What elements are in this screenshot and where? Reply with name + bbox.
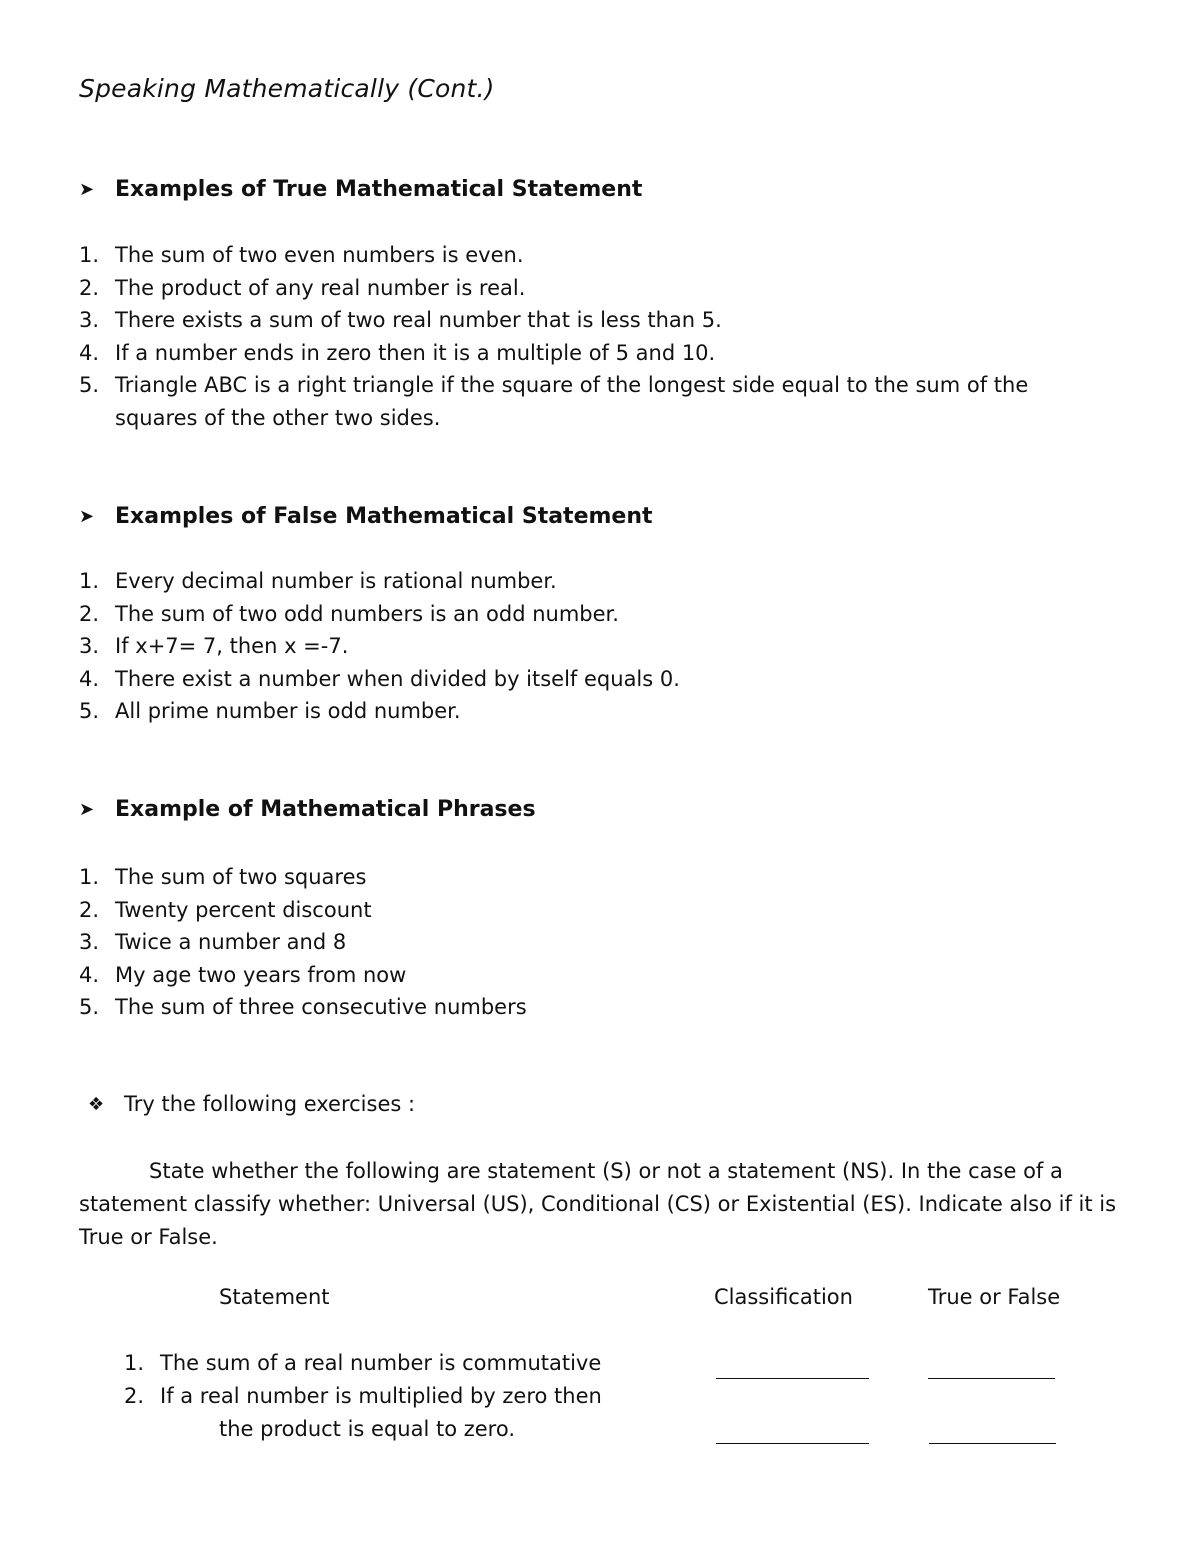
column-header-statement: Statement	[219, 1285, 330, 1309]
list-item: 3. Twice a number and 8	[79, 930, 347, 955]
column-header-classification: Classification	[714, 1285, 853, 1309]
arrowhead-bullet-icon: ➤	[79, 799, 95, 820]
arrowhead-bullet-icon: ➤	[79, 506, 95, 527]
list-item: 3. If x+7= 7, then x =-7.	[79, 634, 349, 659]
classification-answer-blank[interactable]	[716, 1443, 869, 1444]
true-statements-list	[79, 239, 1115, 435]
heading-text: Examples of False Mathematical Statement	[115, 504, 653, 529]
true-false-answer-blank[interactable]	[929, 1443, 1056, 1444]
list-item: 4. There exist a number when divided by itself equals 0.	[79, 666, 680, 691]
list-item: 1. Every decimal number is rational number.	[79, 569, 557, 593]
heading-text: Example of Mathematical Phrases	[115, 797, 536, 822]
four-diamond-bullet-icon: ❖	[88, 1093, 105, 1115]
exercise-statement-continued: the product is equal to zero.	[219, 1417, 515, 1441]
false-statements-list	[79, 565, 1115, 728]
list-item: 2. The product of any real number is real.	[79, 275, 526, 300]
column-header-true-false: True or False	[928, 1285, 1061, 1309]
list-item: 5. All prime number is odd number.	[79, 699, 461, 724]
page-title: Speaking Mathematically (Cont.)	[79, 74, 495, 103]
true-false-answer-blank[interactable]	[928, 1378, 1055, 1379]
list-item: 1. The sum of two even numbers is even.	[79, 243, 524, 267]
list-item: 4. If a number ends in zero then it is a multiple of 5 and 10.	[79, 340, 716, 365]
list-item: 2. Twenty percent discount	[79, 897, 372, 922]
exercise-intro	[88, 1092, 415, 1116]
list-item: 4. My age two years from now	[79, 962, 407, 987]
list-item: 5. The sum of three consecutive numbers	[79, 995, 527, 1020]
heading-text: Examples of True Mathematical Statement	[115, 177, 643, 202]
exercise-instructions: State whether the following are statement (S) or not a statement (NS). In the case of a statement classify whether: Universal (US), Conditional (CS) or Existential (ES). Indicate also if it is True or False.	[79, 1159, 1117, 1249]
arrowhead-bullet-icon: ➤	[79, 179, 95, 200]
section-heading-phrases	[79, 797, 536, 822]
list-item: 3. There exists a sum of two real number that is less than 5.	[79, 308, 722, 333]
list-item: 2. The sum of two odd numbers is an odd number.	[79, 601, 619, 626]
exercise-statement: The sum of a real number is commutative	[160, 1351, 602, 1375]
exercise-row: 1. The sum of a real number is commutative	[124, 1351, 602, 1375]
phrases-list	[79, 861, 1115, 1024]
exercise-statement: If a real number is multiplied by zero then	[160, 1384, 602, 1408]
section-heading-true	[79, 177, 642, 202]
classification-answer-blank[interactable]	[716, 1378, 869, 1379]
exercise-row: 2. If a real number is multiplied by zero then	[124, 1384, 602, 1408]
section-heading-false	[79, 504, 653, 529]
exercise-intro-text: Try the following exercises :	[124, 1092, 416, 1116]
list-item: 5. Triangle ABC is a right triangle if the square of the longest side equal to the sum of the squares of the other two sides.	[79, 373, 1029, 430]
list-item: 1. The sum of two squares	[79, 865, 367, 889]
